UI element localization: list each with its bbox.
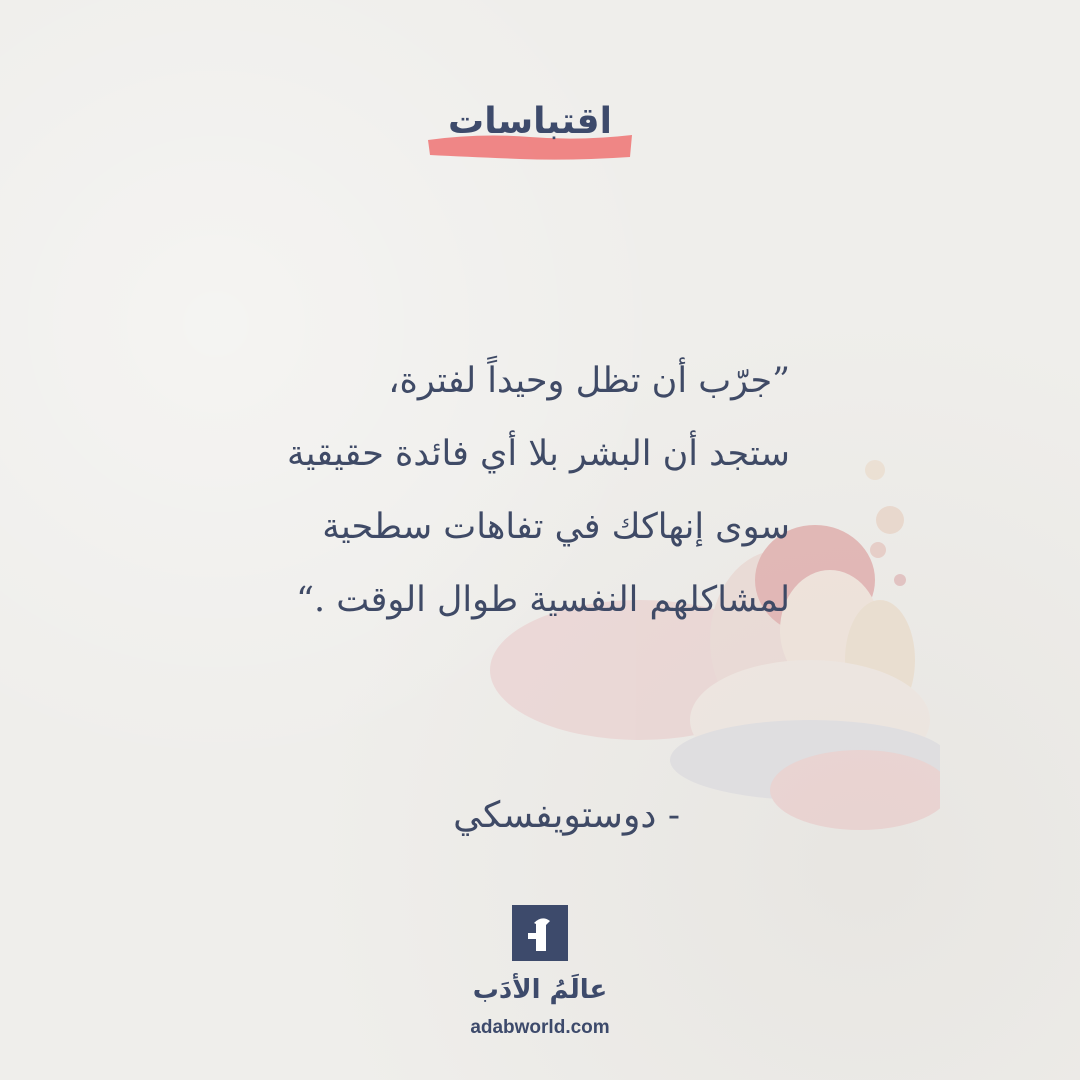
quote-line: ”جرّب أن تظل وحيداً لفترة، — [388, 361, 790, 401]
brand-name: عالَمُ الأدَب — [472, 975, 608, 1005]
quote-line: لمشاكلهم النفسية طوال الوقت .“ — [296, 580, 790, 620]
brand-logo[interactable] — [440, 905, 640, 1055]
quote-author: - دوستويفسكي — [453, 795, 680, 836]
brand-url[interactable]: adabworld.com — [470, 1017, 610, 1038]
adabworld-logo-icon — [512, 905, 568, 961]
quote-line: سوى إنهاكك في تفاهات سطحية — [322, 507, 790, 547]
header — [420, 95, 640, 175]
header-title: اقتباسات — [448, 101, 612, 142]
quote-text — [190, 345, 790, 637]
quote-line: ستجد أن البشر بلا أي فائدة حقيقية — [286, 434, 790, 474]
